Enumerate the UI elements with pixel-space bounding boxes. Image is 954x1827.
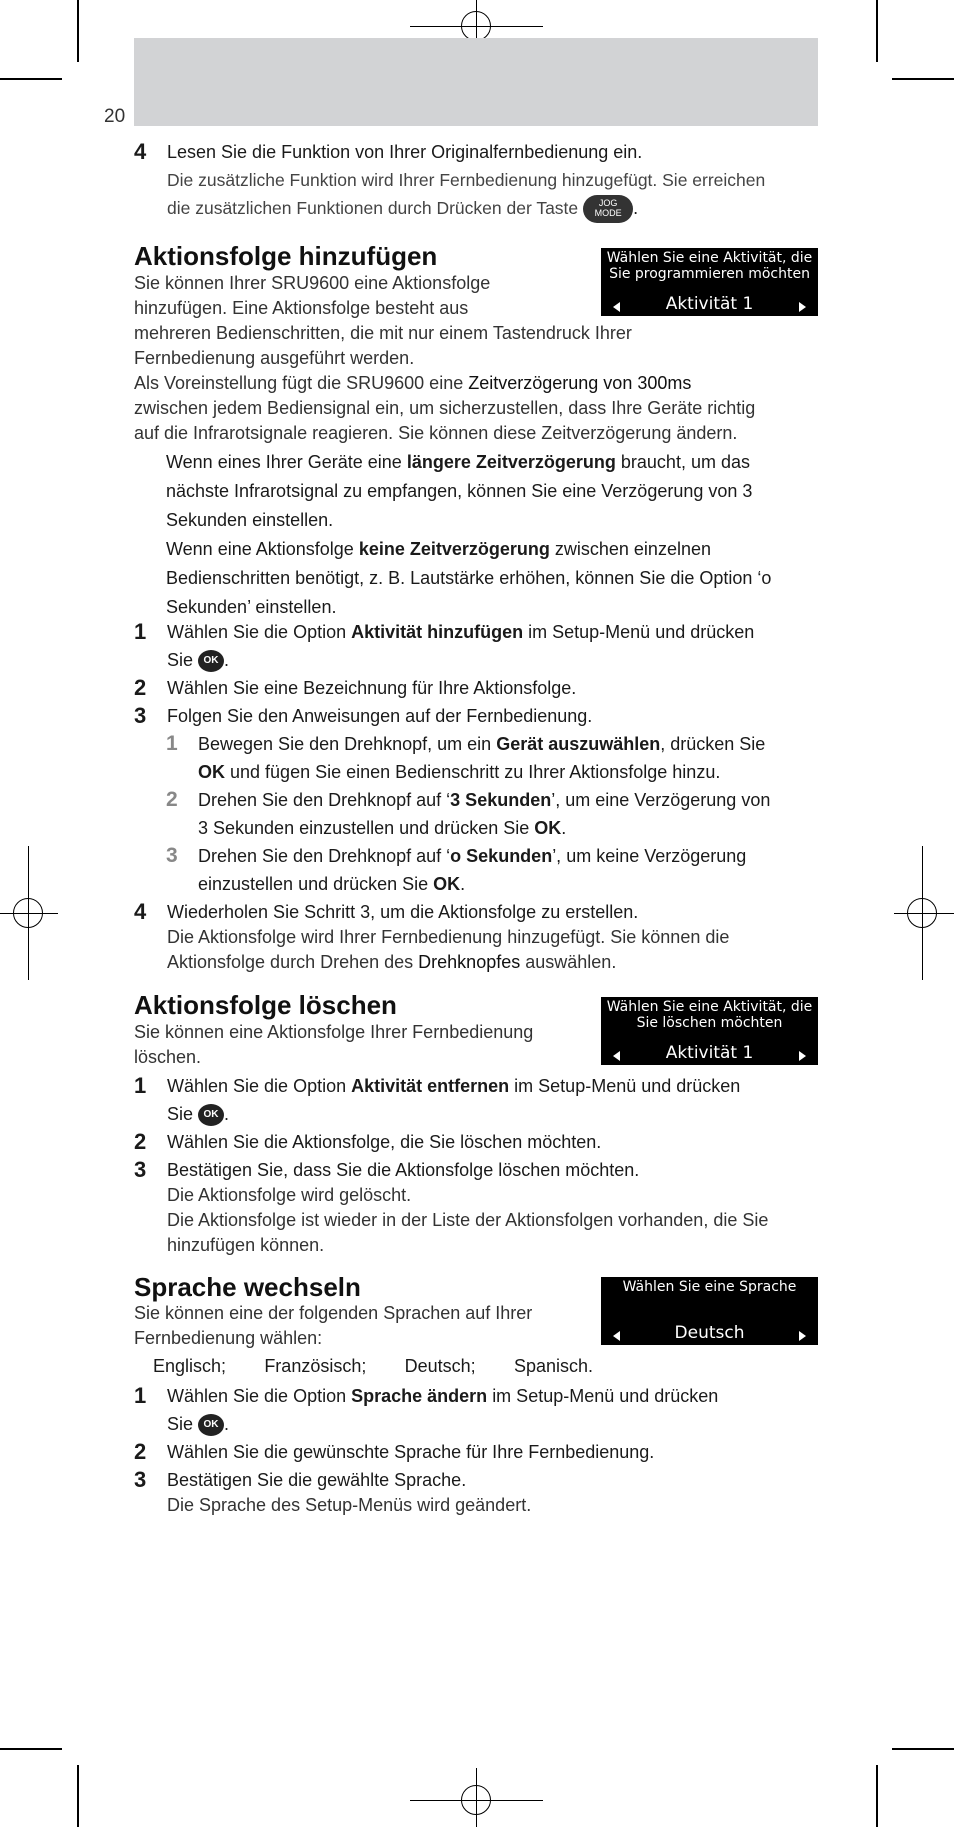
jog-mode-button-icon: JOG MODE [583, 195, 633, 223]
crop-mark [892, 78, 954, 80]
ok-button-icon: OK [198, 1104, 224, 1126]
step-2-language: 2 Wählen Sie die gewünschte Sprache für Ihre Fernbedienung. [134, 1439, 655, 1464]
language-item: Englisch; [153, 1356, 227, 1376]
step-4-repeat: 4 Wiederholen Sie Schritt 3, um die Aktionsfolge zu erstellen. [134, 899, 639, 924]
step-4-note: Die Aktionsfolge wird Ihrer Fernbedienung hinzugefügt. Sie können die Aktionsfolge durch Drehen des Drehknopfes auswählen. [167, 927, 730, 972]
registration-circle [907, 898, 937, 928]
intro-add-2: mehreren Bedienschritten, die mit nur einem Tastendruck Ihrer Fernbedienung ausgeführt werden. Als Voreinstellung fügt die SRU9600 eine Zeitverzögerung von 300ms zwischen jedem Bediensignal ein, um sicherzustellen, dass Ihre Geräte richtig auf die Infrarotsignale reagieren. Sie können diese Zeitverzögerung ändern. [134, 323, 756, 443]
step-note-line1: Die zusätzliche Funktion wird Ihrer Fernbedienung hinzugefügt. Sie erreichen [167, 170, 766, 190]
arrow-right-icon [799, 302, 806, 312]
section-title-delete-sequence: Aktionsfolge löschen [134, 990, 397, 1020]
remote-screen-delete: Wählen Sie eine Aktivität, die Sie löschen möchten Aktivität 1 [601, 997, 818, 1065]
crop-mark [77, 1765, 79, 1827]
header-bar [134, 38, 818, 126]
registration-circle [461, 1785, 491, 1815]
ok-button-icon: OK [198, 1414, 224, 1436]
info-longer-delay: Wenn eines Ihrer Geräte eine längere Zeitverzögerung braucht, um das nächste Infrarotsignal zu empfangen, können Sie eine Verzögerung von 3 Sekunden einstellen. Wenn eine Aktionsfolge keine Zeitverzögerung zwischen einzelnen Bedienschritten benötigt, z. B. Lautstärke erhöhen, können Sie die Option ‘o Sekunden’ einstellen. [166, 452, 772, 617]
language-item: Deutsch; [404, 1356, 476, 1376]
step-3-add: 3 Folgen Sie den Anweisungen auf der Fernbedienung. [134, 703, 593, 728]
language-item: Französisch; [264, 1356, 367, 1376]
step-note-line2: die zusätzlichen Funktionen durch Drücken der Taste [167, 198, 579, 218]
step-4-read-function: 4 Lesen Sie die Funktion von Ihrer Originalfernbedienung ein. Die zusätzliche Funktion wird Ihrer Fernbedienung hinzugefügt. Sie erreichen die zusätzlichen Funktionen durch Drücken der Taste JOG MODE . [134, 138, 824, 223]
remote-screen-add [601, 248, 818, 316]
registration-circle [461, 11, 491, 41]
step-2-add: 2 Wählen Sie eine Bezeichnung für Ihre Aktionsfolge. [134, 675, 577, 700]
crop-mark [77, 0, 79, 62]
crop-mark [0, 78, 62, 80]
substep-3: 3 Drehen Sie den Drehknopf auf ‘o Sekunden’, um keine Verzögerung einzustellen und drücken Sie OK. [166, 844, 747, 894]
section-title-change-language: Sprache wechseln [134, 1272, 361, 1302]
registration-circle [13, 898, 43, 928]
intro-add-1: Sie können Ihrer SRU9600 eine Aktionsfolge hinzufügen. Eine Aktionsfolge besteht aus [134, 273, 491, 318]
step-3-language: 3 Bestätigen Sie die gewählte Sprache. [134, 1467, 467, 1492]
step-number: 4 [134, 139, 147, 164]
substep-1: 1 Bewegen Sie den Drehknopf, um ein Gerät auszuwählen, drücken Sie OK und fügen Sie einen Bedienschritt zu Ihrer Aktionsfolge hinzu. [166, 732, 766, 782]
step-2-delete: 2 Wählen Sie die Aktionsfolge, die Sie löschen möchten. [134, 1129, 602, 1154]
crop-mark [876, 1765, 878, 1827]
arrow-right-icon [799, 1051, 806, 1061]
ok-button-icon: OK [198, 650, 224, 672]
screen-prompt: Wählen Sie eine Aktivität, die Sie programmieren möchten [606, 250, 813, 282]
language-list [153, 1356, 593, 1377]
language-item: Spanisch. [513, 1356, 593, 1376]
arrow-right-icon [799, 1331, 806, 1341]
crop-mark [876, 0, 878, 62]
intro-delete: Sie können eine Aktionsfolge Ihrer Fernbedienung löschen. [134, 1022, 534, 1067]
section-title-add-sequence: Aktionsfolge hinzufügen [134, 241, 438, 271]
remote-screen-language: Wählen Sie eine Sprache Deutsch [601, 1277, 818, 1345]
crop-mark [892, 1748, 954, 1750]
crop-mark [0, 1748, 62, 1750]
step-3-language-note: Die Sprache des Setup-Menüs wird geändert. [167, 1495, 532, 1515]
screen-value: Aktivität 1 [665, 294, 754, 314]
step-3-delete-note: Die Aktionsfolge wird gelöscht. Die Aktionsfolge ist wieder in der Liste der Aktionsfolgen vorhanden, die Sie hinzufügen können. [167, 1185, 769, 1255]
step-1-delete: 1 Wählen Sie die Option Aktivität entfernen im Setup-Menü und drücken Sie OK . [134, 1072, 824, 1128]
intro-language: Sie können eine der folgenden Sprachen auf Ihrer Fernbedienung wählen: [134, 1303, 533, 1348]
substep-2: 2 Drehen Sie den Drehknopf auf ‘3 Sekunden’, um eine Verzögerung von 3 Sekunden einzustellen und drücken Sie OK. [166, 788, 771, 838]
step-3-delete: 3 Bestätigen Sie, dass Sie die Aktionsfolge löschen möchten. [134, 1157, 640, 1182]
step-text: Lesen Sie die Funktion von Ihrer Originalfernbedienung ein. [167, 142, 643, 162]
step-1-language: 1 Wählen Sie die Option Sprache ändern im Setup-Menü und drücken Sie OK . [134, 1382, 824, 1438]
page-number: 20 [104, 106, 126, 127]
step-1-add: 1 Wählen Sie die Option Aktivität hinzufügen im Setup-Menü und drücken Sie OK . [134, 618, 824, 674]
